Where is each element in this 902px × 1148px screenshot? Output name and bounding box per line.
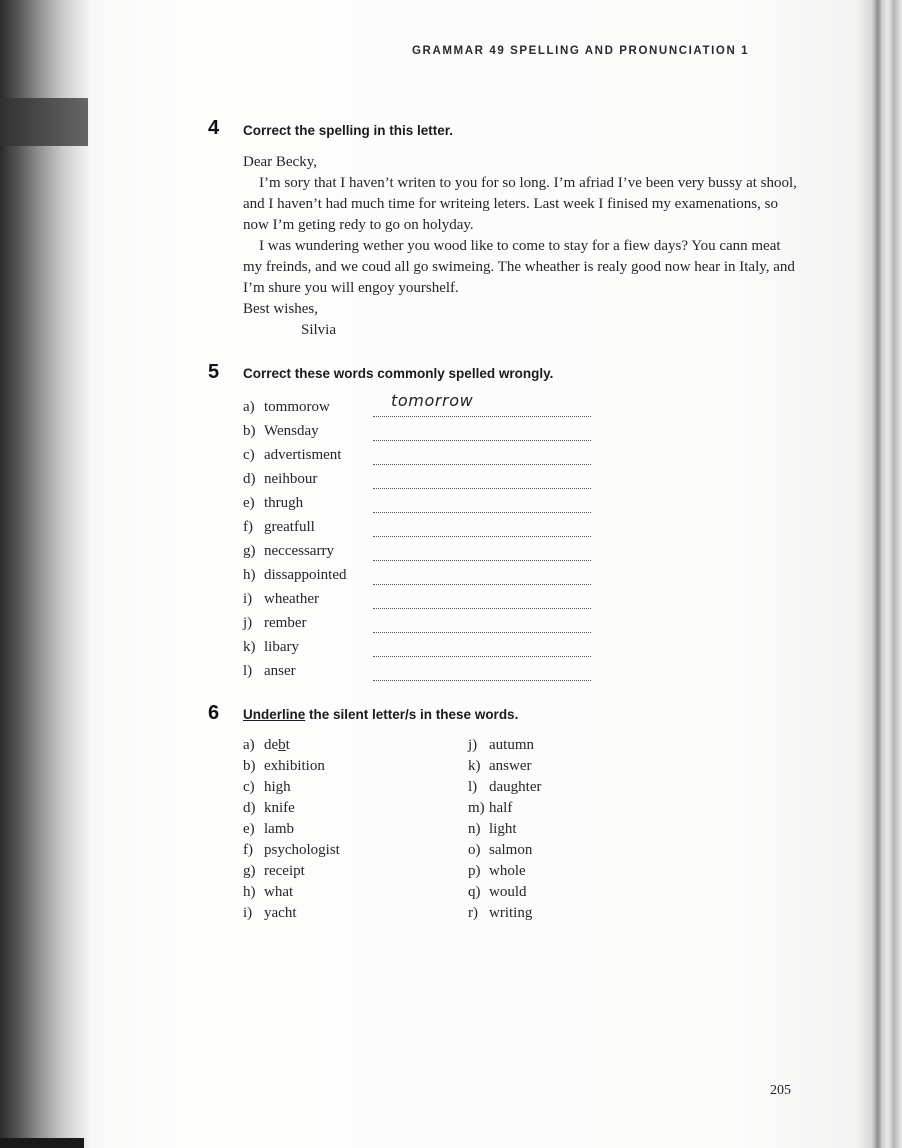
item-word[interactable]: salmon [489,842,533,858]
spelling-item [243,391,603,421]
answer-line[interactable] [373,641,591,657]
silent-letter-item[interactable] [468,779,668,799]
item-label: c) [243,779,255,795]
handwritten-answer: tomorrow [391,391,474,410]
exercise-6-number: 6 [208,702,220,724]
item-label: r) [468,905,478,921]
item-label: m) [468,800,485,816]
item-label: e) [243,495,255,511]
item-word[interactable]: answer [489,758,532,774]
silent-letter-item[interactable] [468,905,668,925]
word-part: de [264,737,279,753]
item-word[interactable]: lamb [264,821,294,837]
silent-letter-item[interactable] [243,884,443,904]
running-head: GRAMMAR 49 SPELLING AND PRONUNCIATION 1 [412,45,750,57]
misspelled-word: rember [264,615,307,631]
letter-paragraph-1: I’m sory that I haven’t writen to you for so long. I’m afriad I’ve been very bussy at shool, and I haven’t had much time for writeing leters. Last week I finised my examenations, so now I’m geting redy to go on holyday. [243,175,797,233]
spelling-item [243,471,603,493]
exercise-5-number: 5 [208,361,220,383]
item-label: q) [468,884,481,900]
item-word[interactable]: light [489,821,517,837]
answer-line[interactable] [373,617,591,633]
item-word[interactable]: would [489,884,527,900]
letter-signature: Silvia [301,322,337,338]
misspelled-word: greatfull [264,519,315,535]
spelling-item [243,423,603,445]
letter-text [243,152,803,341]
misspelled-word: wheather [264,591,319,607]
page-number: 205 [770,1083,791,1098]
item-word[interactable]: half [489,800,513,816]
misspelled-word: neihbour [264,471,318,487]
exercise-4-number: 4 [208,117,220,139]
item-word[interactable]: whole [489,863,526,879]
silent-letter-item[interactable] [243,821,443,841]
misspelled-word: neccessarry [264,543,334,559]
item-label: c) [243,447,255,463]
spelling-item [243,519,603,541]
answer-line[interactable] [373,425,591,441]
silent-letter-item [243,737,443,757]
item-word[interactable]: high [264,779,291,795]
silent-letter-item[interactable] [468,884,668,904]
misspelled-word: libary [264,639,299,655]
answer-line[interactable] [373,569,591,585]
item-word[interactable]: exhibition [264,758,325,774]
item-word[interactable]: what [264,884,294,900]
spelling-item [243,495,603,517]
item-label: a) [243,399,255,415]
spelling-item [243,543,603,565]
silent-letter-item[interactable] [243,800,443,820]
misspelled-word: Wensday [264,423,319,439]
silent-letter-item[interactable] [243,842,443,862]
misspelled-word: advertisment [264,447,342,463]
item-word[interactable]: yacht [264,905,297,921]
item-word[interactable]: autumn [489,737,534,753]
item-label: d) [243,471,256,487]
spelling-item [243,447,603,469]
answer-line[interactable] [373,665,591,681]
exercise-5-instruction: Correct these words commonly spelled wrongly. [243,366,554,381]
letter-closing: Best wishes, [243,301,318,317]
item-label: a) [243,737,255,753]
misspelled-word: anser [264,663,296,679]
item-label: i) [243,591,253,607]
exercise-6-instruction [243,707,743,727]
item-label: g) [243,863,256,879]
item-label: j) [243,615,253,631]
silent-letter-item[interactable] [468,863,668,883]
item-label: j) [468,737,478,753]
page-edge-shadow [856,0,902,1148]
silent-letter-item[interactable] [468,821,668,841]
silent-letter-item[interactable] [243,758,443,778]
silent-letter-item[interactable] [468,842,668,862]
item-label: e) [243,821,255,837]
silent-letter-item[interactable] [243,905,443,925]
spelling-item [243,615,603,637]
item-word[interactable]: writing [489,905,533,921]
answer-line[interactable] [373,521,591,537]
item-label: k) [468,758,481,774]
spelling-item [243,663,603,685]
item-label: d) [243,800,256,816]
chapter-tab-marker [0,98,88,146]
item-label: g) [243,543,256,559]
spelling-item [243,567,603,589]
answer-line[interactable] [373,497,591,513]
silent-letter-item[interactable] [243,863,443,883]
misspelled-word: thrugh [264,495,304,511]
item-word[interactable]: knife [264,800,295,816]
underlined-silent-letter: b [278,737,286,753]
item-label: b) [243,758,256,774]
item-label: l) [468,779,478,795]
letter-salutation: Dear Becky, [243,154,317,170]
silent-letter-item[interactable] [468,800,668,820]
item-word[interactable]: psychologist [264,842,340,858]
item-label: p) [468,863,481,879]
spine-foot-bar [0,1138,84,1148]
silent-letter-item[interactable] [243,779,443,799]
misspelled-word: tommorow [264,399,330,415]
book-spine-shadow [0,0,92,1148]
item-label: k) [243,639,256,655]
item-label: f) [243,842,253,858]
instruction-underlined-word: Underline [243,707,306,722]
answer-line[interactable] [373,449,591,465]
answer-line[interactable] [373,545,591,561]
item-label: i) [243,905,253,921]
item-label: f) [243,519,253,535]
spelling-item [243,639,603,661]
silent-letter-item[interactable] [468,737,668,757]
item-label: h) [243,567,256,583]
answer-line[interactable] [373,473,591,489]
item-word[interactable]: receipt [264,863,305,879]
silent-letter-item[interactable] [468,758,668,778]
item-label: o) [468,842,481,858]
item-label: l) [243,663,253,679]
item-label: h) [243,884,256,900]
item-label: n) [468,821,481,837]
exercise-4-instruction: Correct the spelling in this letter. [243,123,454,138]
item-label: b) [243,423,256,439]
instruction-text: the silent letter/s in these words. [305,707,519,722]
spelling-item [243,591,603,613]
item-word[interactable]: daughter [489,779,542,795]
answer-line[interactable] [373,593,591,609]
letter-paragraph-2: I was wundering wether you wood like to come to stay for a fiew days? You cann meat my freinds, and we coud all go swimeing. The wheather is realy good now hear in Italy, and I’m shure you will engoy yourshelf. [243,238,795,296]
misspelled-word: dissappointed [264,567,347,583]
word-part: t [285,737,290,753]
